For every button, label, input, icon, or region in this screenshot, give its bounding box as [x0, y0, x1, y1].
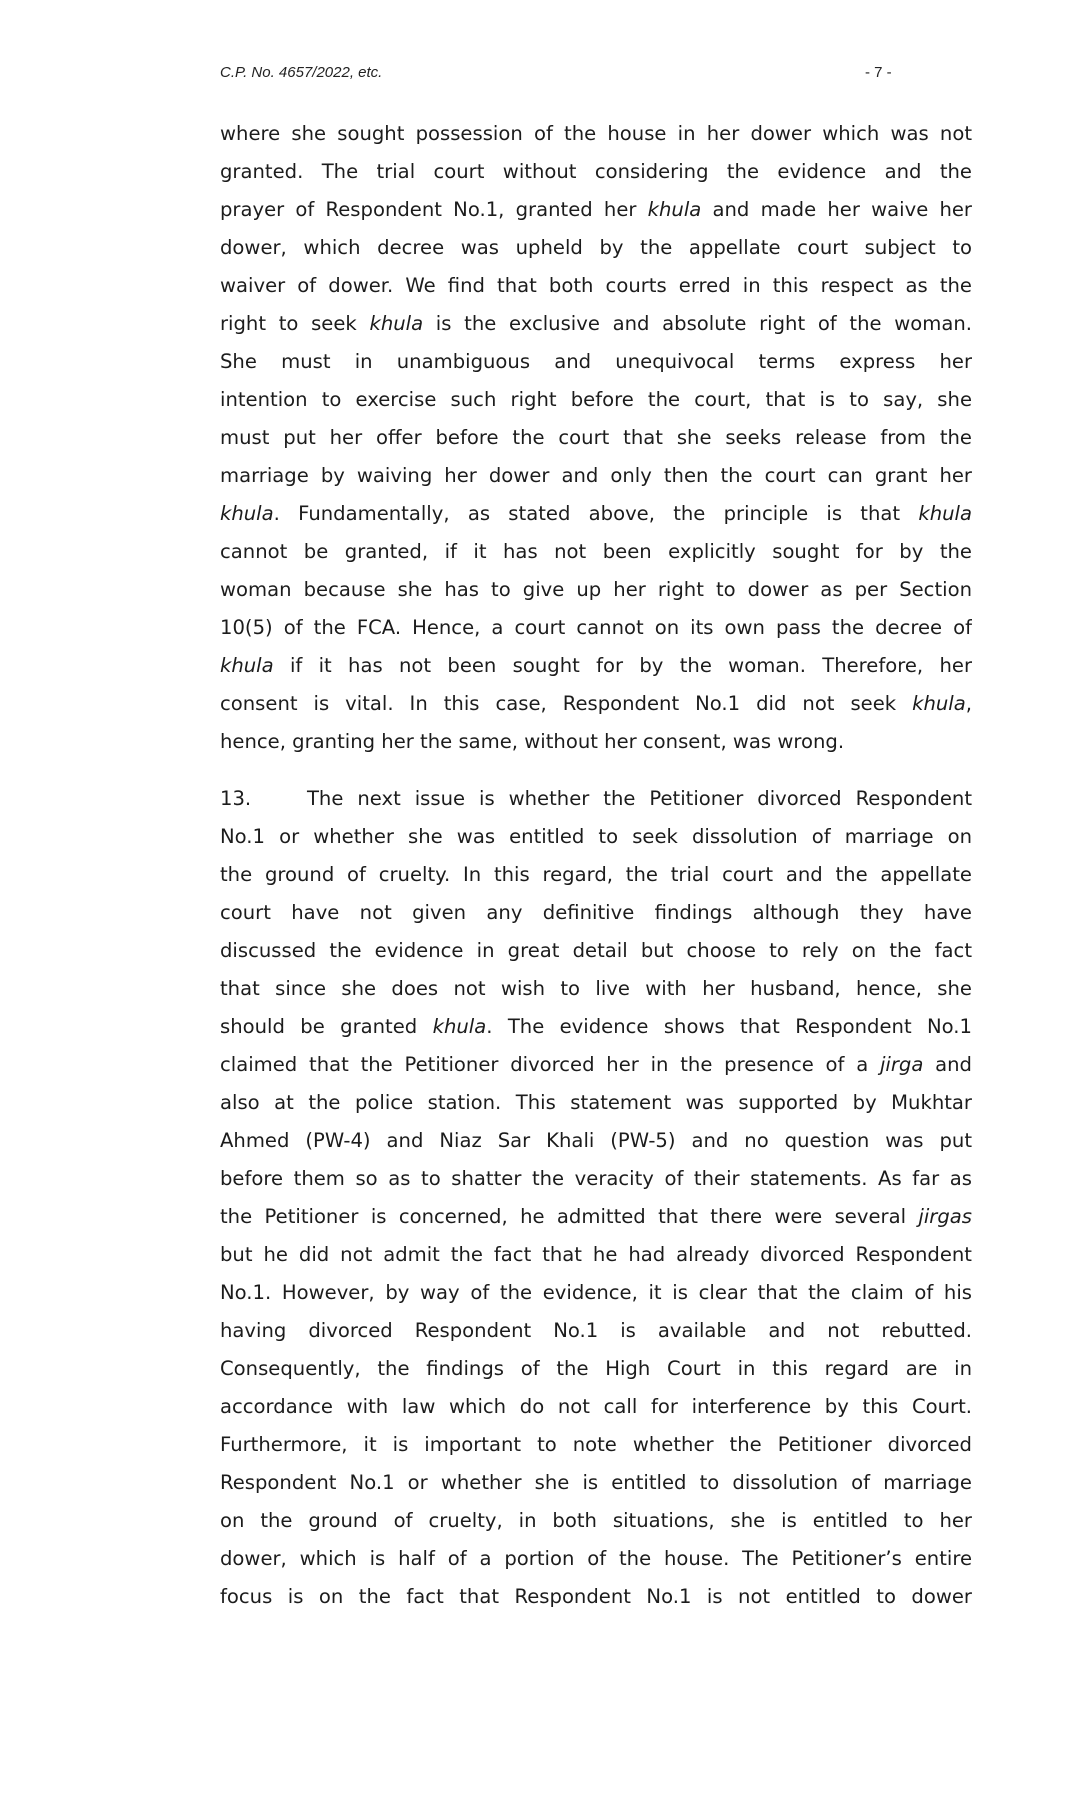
italic-term: khula	[220, 654, 274, 677]
text-segment: No.1. However, by way of the evidence, it is clear that the claim of his	[220, 1281, 972, 1304]
text-segment: that since she does not wish to live with her husband, hence, she	[220, 977, 972, 1000]
text-line	[220, 419, 972, 457]
text-segment: marriage by waiving her dower and only then the court can grant her	[220, 464, 972, 487]
text-segment: prayer of Respondent No.1, granted her	[220, 198, 648, 221]
text-line	[220, 229, 972, 267]
text-line	[220, 1236, 972, 1274]
text-line	[220, 1084, 972, 1122]
text-segment: Respondent No.1 or whether she is entitled to dissolution of marriage	[220, 1471, 972, 1494]
text-line	[220, 609, 972, 647]
italic-term: khula	[647, 198, 702, 221]
text-segment: should be granted	[220, 1015, 433, 1038]
text-line	[220, 1122, 972, 1160]
text-segment: granted. The trial court without considering the evidence and the	[220, 160, 972, 183]
text-segment: having divorced Respondent No.1 is available and not rebutted.	[220, 1319, 972, 1342]
text-segment: waiver of dower. We find that both courts erred in this respect as the	[220, 274, 972, 297]
text-line	[220, 894, 972, 932]
text-segment: Consequently, the findings of the High Court in this regard are in	[220, 1357, 972, 1380]
text-line	[220, 1274, 972, 1312]
text-line	[220, 267, 972, 305]
text-segment: discussed the evidence in great detail but choose to rely on the fact	[220, 939, 972, 962]
text-line	[220, 1160, 972, 1198]
italic-term: khula	[912, 692, 966, 715]
text-segment: Furthermore, it is important to note whether the Petitioner divorced	[220, 1433, 972, 1456]
text-line	[220, 780, 972, 818]
text-line	[220, 685, 972, 723]
text-line	[220, 381, 972, 419]
text-segment: the Petitioner is concerned, he admitted that there were several	[220, 1205, 919, 1228]
text-segment: focus is on the fact that Respondent No.1 is not entitled to dower	[220, 1585, 972, 1608]
text-segment: before them so as to shatter the veracity of their statements. As far as	[220, 1167, 972, 1190]
text-segment: on the ground of cruelty, in both situations, she is entitled to her	[220, 1509, 972, 1532]
text-line	[220, 495, 972, 533]
text-segment: . The evidence shows that Respondent No.1	[486, 1015, 972, 1038]
text-segment: also at the police station. This statement was supported by Mukhtar	[220, 1091, 972, 1114]
text-segment: consent is vital. In this case, Respondent No.1 did not seek	[220, 692, 913, 715]
case-number: C.P. No. 4657/2022, etc.	[220, 64, 383, 81]
text-segment: court have not given any definitive findings although they have	[220, 901, 972, 924]
text-line	[220, 723, 972, 761]
text-segment: if it has not been sought for by the woman. Therefore, her	[273, 654, 972, 677]
text-segment: and	[923, 1053, 972, 1076]
text-segment: right to seek	[220, 312, 370, 335]
text-line	[220, 1388, 972, 1426]
text-line	[220, 647, 972, 685]
text-segment: the ground of cruelty. In this regard, the trial court and the appellate	[220, 863, 972, 886]
italic-term: khula	[432, 1015, 487, 1038]
text-segment: 13. The next issue is whether the Petitioner divorced Respondent	[220, 787, 972, 810]
text-segment: is the exclusive and absolute right of the woman.	[423, 312, 972, 335]
text-line	[220, 1198, 972, 1236]
text-segment: woman because she has to give up her right to dower as per Section	[220, 578, 972, 601]
text-segment: claimed that the Petitioner divorced her in the presence of a	[220, 1053, 880, 1076]
text-line	[220, 1502, 972, 1540]
text-segment: and made her waive her	[701, 198, 972, 221]
text-segment: She must in unambiguous and unequivocal terms express her	[220, 350, 972, 373]
text-segment: ,	[965, 692, 972, 715]
text-line	[220, 153, 972, 191]
text-line	[220, 1540, 972, 1578]
text-segment: dower, which decree was upheld by the appellate court subject to	[220, 236, 972, 259]
text-segment: 10(5) of the FCA. Hence, a court cannot on its own pass the decree of	[220, 616, 972, 639]
text-line	[220, 932, 972, 970]
page-number: - 7 -	[865, 64, 892, 81]
text-line	[220, 115, 972, 153]
text-segment: No.1 or whether she was entitled to seek dissolution of marriage on	[220, 825, 972, 848]
text-line	[220, 1578, 972, 1616]
text-line	[220, 305, 972, 343]
text-segment: must put her offer before the court that she seeks release from the	[220, 426, 972, 449]
text-segment: hence, granting her the same, without her consent, was wrong.	[220, 730, 845, 753]
text-segment: Ahmed (PW-4) and Niaz Sar Khali (PW-5) and no question was put	[220, 1129, 972, 1152]
text-line	[220, 191, 972, 229]
italic-term: jirga	[879, 1053, 924, 1076]
text-segment: but he did not admit the fact that he had already divorced Respondent	[220, 1243, 972, 1266]
text-line	[220, 818, 972, 856]
text-line	[220, 1008, 972, 1046]
text-segment: cannot be granted, if it has not been explicitly sought for by the	[220, 540, 972, 563]
text-line	[220, 533, 972, 571]
text-line	[220, 1046, 972, 1084]
text-line	[220, 856, 972, 894]
text-segment: . Fundamentally, as stated above, the principle is that	[273, 502, 919, 525]
text-line	[220, 1426, 972, 1464]
text-segment: accordance with law which do not call for interference by this Court.	[220, 1395, 972, 1418]
italic-term: khula	[918, 502, 972, 525]
paragraph-13	[220, 780, 972, 1616]
text-line	[220, 457, 972, 495]
text-segment: intention to exercise such right before the court, that is to say, she	[220, 388, 972, 411]
page-header	[220, 64, 900, 86]
text-line	[220, 970, 972, 1008]
text-line	[220, 1464, 972, 1502]
italic-term: khula	[369, 312, 424, 335]
italic-term: khula	[220, 502, 274, 525]
text-line	[220, 571, 972, 609]
text-segment: where she sought possession of the house in her dower which was not	[220, 122, 972, 145]
text-line	[220, 1312, 972, 1350]
paragraph-12-continued	[220, 115, 972, 761]
text-line	[220, 1350, 972, 1388]
text-segment: dower, which is half of a portion of the house. The Petitioner’s entire	[220, 1547, 972, 1570]
italic-term: jirgas	[918, 1205, 972, 1228]
text-line	[220, 343, 972, 381]
